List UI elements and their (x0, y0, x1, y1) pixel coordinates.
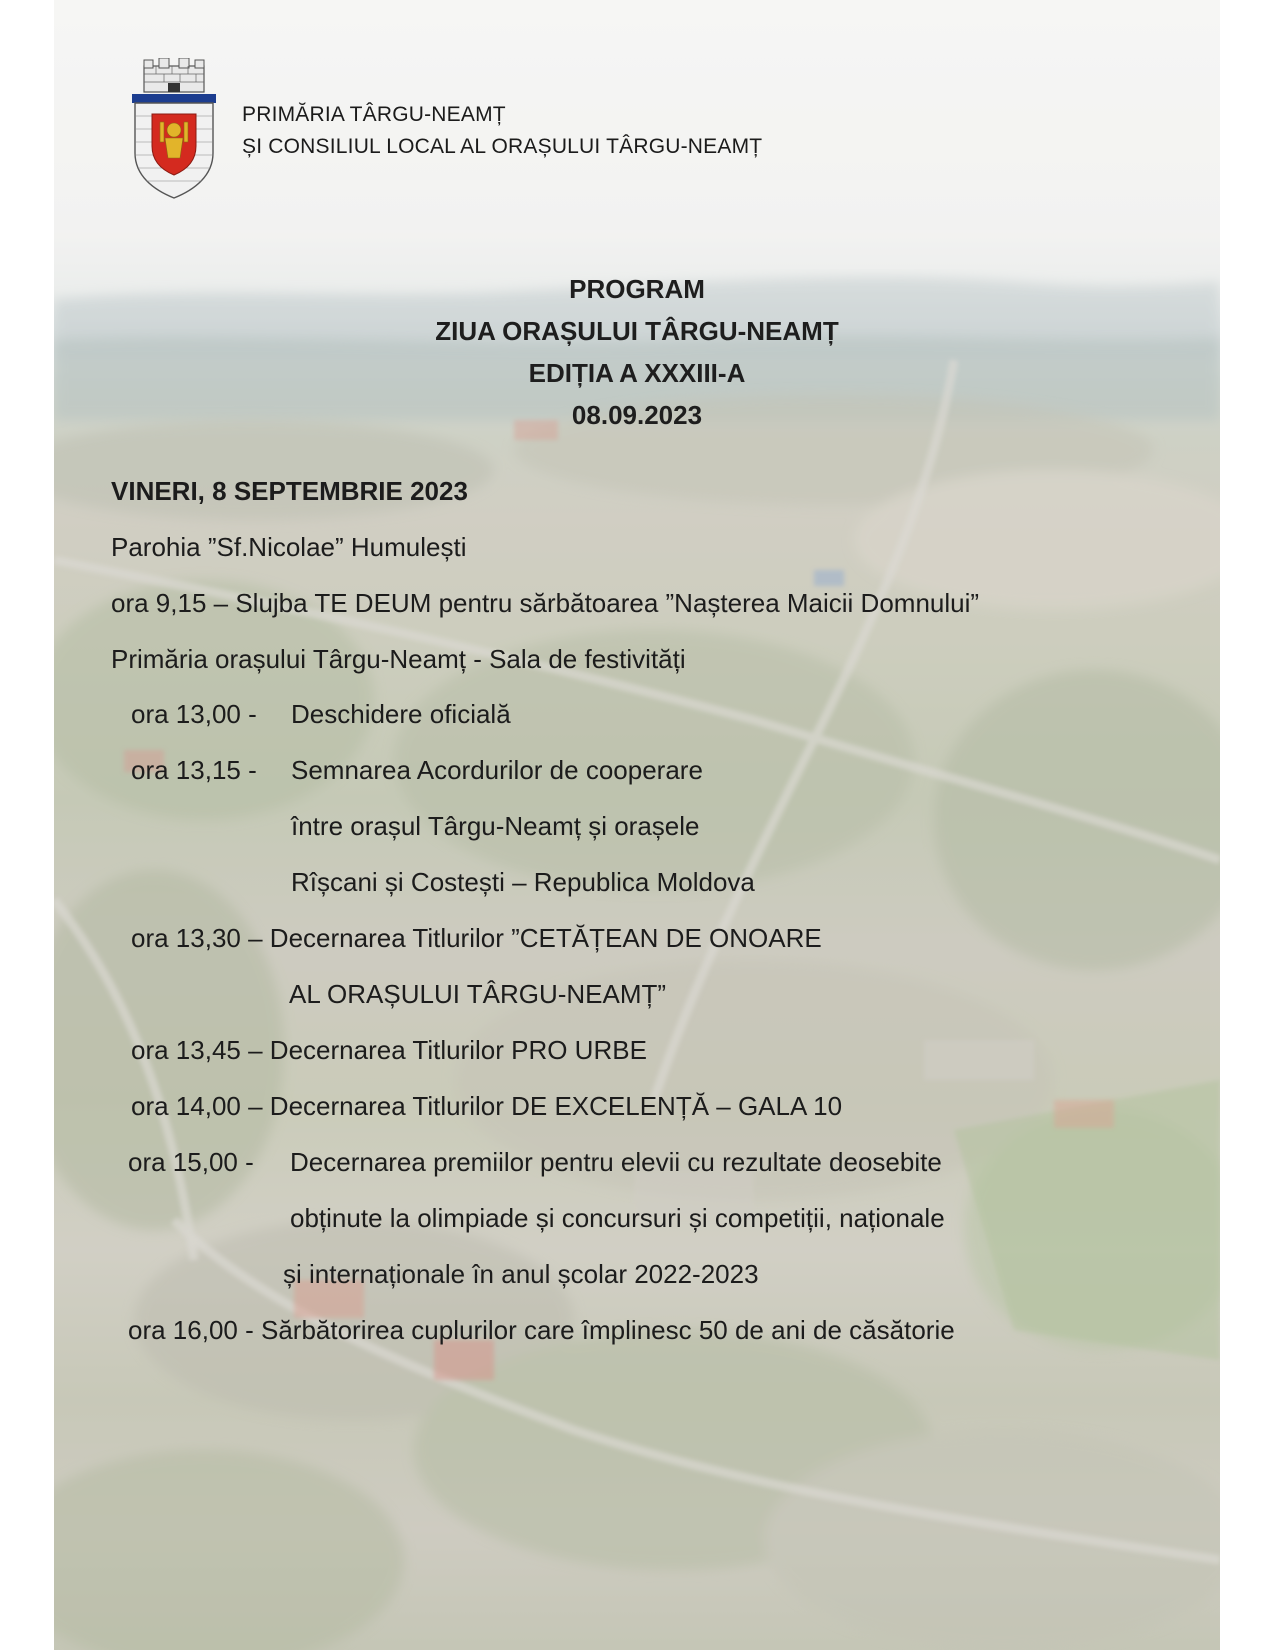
day-heading: VINERI, 8 SEPTEMBRIE 2023 (111, 476, 468, 506)
issuer-line-2: ȘI CONSILIUL LOCAL AL ORAȘULUI TÂRGU-NEAMȚ (242, 134, 763, 158)
item-time: ora 14,00 – (131, 1091, 263, 1121)
schedule-item (131, 921, 822, 955)
item-text: Sărbătorirea cuplurilor care împlinesc 50 de ani de căsătorie (260, 1315, 955, 1345)
item-text-continued: Rîșcani și Costești – Republica Moldova (291, 867, 755, 897)
schedule-item (131, 1089, 842, 1123)
coat-of-arms-icon (132, 58, 216, 203)
item-text-continued: și internaționale în anul școlar 2022-2023 (283, 1259, 759, 1289)
issuer-line-1: PRIMĂRIA TÂRGU-NEAMȚ (242, 102, 506, 126)
title-line-1: PROGRAM (569, 274, 705, 304)
title-line-3: EDIȚIA A XXXIII-A (528, 358, 746, 388)
venue-heading: Parohia ”Sf.Nicolae” Humulești (111, 532, 467, 562)
item-time: ora 13,30 – (131, 923, 263, 953)
schedule-item (111, 586, 979, 620)
item-text: Semnarea Acordurilor de cooperare (291, 755, 703, 785)
item-time: ora 16,00 - (128, 1315, 254, 1345)
item-text: Deschidere oficială (291, 699, 511, 729)
schedule-item (131, 753, 257, 787)
title-line-2: ZIUA ORAȘULUI TÂRGU-NEAMȚ (435, 316, 839, 346)
header (132, 58, 762, 203)
item-text: Decernarea Titlurilor DE EXCELENȚĂ – GALA 10 (269, 1091, 843, 1121)
item-time: ora 13,00 - (131, 699, 257, 729)
item-time: ora 13,15 - (131, 755, 257, 785)
issuer-text (242, 99, 762, 163)
item-text: Decernarea Titlurilor PRO URBE (269, 1035, 647, 1065)
item-text: Slujba TE DEUM pentru sărbătoarea ”Nașterea Maicii Domnului” (235, 588, 980, 618)
schedule-item (131, 1033, 647, 1067)
item-time: ora 9,15 – (111, 588, 229, 618)
item-text: Decernarea premiilor pentru elevii cu rezultate deosebite (290, 1147, 942, 1177)
item-time: ora 13,45 – (131, 1035, 263, 1065)
item-text: Decernarea Titlurilor ”CETĂȚEAN DE ONOARE (269, 923, 822, 953)
schedule-item (131, 697, 257, 731)
item-text-continued: între orașul Târgu-Neamț și orașele (291, 811, 700, 841)
item-text-continued: obținute la olimpiade și concursuri și competiții, naționale (290, 1203, 945, 1233)
schedule-item (128, 1145, 254, 1179)
venue-heading: Primăria orașului Târgu-Neamț - Sala de festivități (111, 644, 686, 674)
title-line-4: 08.09.2023 (571, 400, 703, 430)
program-title (54, 268, 1220, 436)
item-time: ora 15,00 - (128, 1147, 254, 1177)
item-text-continued: AL ORAȘULUI TÂRGU-NEAMȚ” (289, 979, 667, 1009)
schedule-item (128, 1313, 955, 1347)
document-page (54, 0, 1220, 1650)
